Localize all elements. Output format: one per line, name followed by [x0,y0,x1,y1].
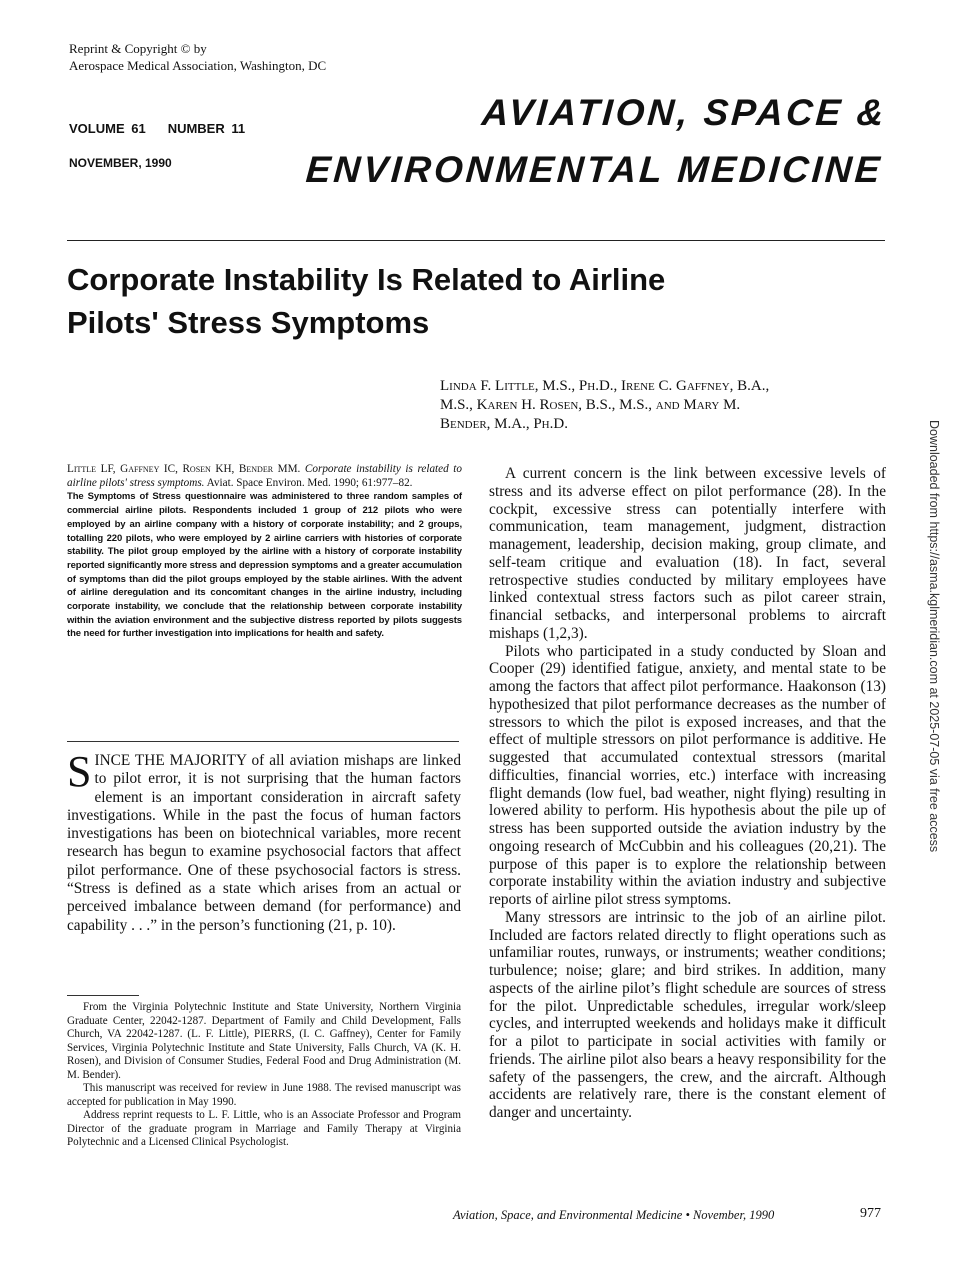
abstract [67,463,462,641]
paragraph-3: Many stressors are intrinsic to the job of an airline pilot. Included are factors related directly to flight operations such as unfamiliar routes, runways, or instruments; weather conditions; turbulence; noise; glare; and bird strikes. In addition, many aspects of the airline pilot’s flight schedule are sources of stress for the pilot. Unpredictable schedules, irregular work/sleep cycles, and interrupted weekends and holidays make it difficult for a pilot to participate in social activities with family or friends. The airline pilot also bears a heavy responsibility for the safety of the passengers, the crew, and the aircraft. Although accidents are relatively rare, there is the constant element of danger and uncertainty. [489,908,886,1121]
volume-label: VOLUME 61 [69,121,146,136]
intro-lead: INCE THE MAJORITY [94,752,247,769]
footnotes [67,1001,461,1150]
header-rule [67,240,885,241]
reprint-line-2: Aerospace Medical Association, Washington, DC [69,58,327,73]
abstract-body: The Symptoms of Stress questionnaire was administered to three random samples of commercial airline pilots. Respondents included 1 group of 212 pilots who were employed by an airline company with a history of corporate instability; and 2 groups, totalling 220 pilots, who were employed by 2 airline carriers with histories of corporate stability. The pilot group employed by the airline with a history of corporate instability reported significantly more stress and depression symptoms and a greater accumulation of symptoms than did the pilot groups employed by the stable airlines. With the advent of airline deregulation and its concomitant changes in the airline industry, including corporate instability, we conclude that the relationship between corporate instability within the aviation environment and the subjective distress reported by pilots suggests the need for further investigation into implications for health and safety. [67,491,462,640]
title-line-1: Corporate Instability Is Related to Airline [67,262,666,297]
reprint-notice [69,40,326,74]
citation-title: Corporate instability is related to airline pilots' stress symptoms. [67,463,463,489]
journal-masthead [304,84,888,198]
page-number: 977 [860,1206,881,1221]
issue-date: NOVEMBER, 1990 [69,156,172,170]
paragraph-2: Pilots who participated in a study conducted by Sloan and Cooper (29) identified fatigue, anxiety, and mental state to be among the factors that affect pilot performance. Haakonson (13) hypothesized that pilot performance decreases as the number of stressors to which the pilot is exposed increases, and that the effect of multiple stressors on pilot performance is additive. He suggested that accumulated contextual stressors (marital difficulties, financial worries, etc.) interface with increasing flight demands (low fuel, bad weather, night flying) resulting in lowered ability to perform. His hypothesis about the pile up of stress has been supported outside the aviation industry by the ongoing research of McCubbin and his colleagues (20,21). The purpose of this paper is to explore the relationship between corporate instability within the aviation industry and subjective reports of airline pilot stress symptoms. [489,642,886,908]
reprint-line-1: Reprint & Copyright © by [69,41,207,56]
journal-line-2: ENVIRONMENTAL MEDICINE [304,149,884,190]
citation-authors: Little LF, Gaffney IC, Rosen KH, Bender MM. [67,463,301,475]
drop-cap: S [67,747,92,796]
intro-paragraph [67,747,461,935]
footnote-affiliation: From the Virginia Polytechnic Institute and State University, Northern Virginia Graduate Center, 22042-1287. Department of Family and Child Development, Falls Church, VA 22042-1287. (L. F. Little), PIERRS, (I. C. Gaffney), Center for Family Services, Virginia Polytechnic Institute and State University, Falls Church, VA (K. H. Rosen), and Division of Consumer Studies, Federal Food and Drug Administration (M. M. Bender). [67,1001,461,1081]
footnote-received: This manuscript was received for review in June 1988. The revised manuscript was accepted for publication in May 1990. [67,1082,461,1108]
number-label: NUMBER 11 [167,121,246,136]
paragraph-1: A current concern is the link between excessive levels of stress and its adverse effect on pilot performance (28). In the cockpit, excessive stress can potentially interfere with communication, team management, judgment, distraction management, leadership, decision making, group climate, and self-team critique and evaluation (18). In fact, several retrospective studies conducted by military employees have linked contextual stress factors such as pilot career strain, financial setbacks, and interpersonal problems to aircraft mishaps (1,2,3). [489,465,886,642]
citation-source: Aviat. Space Environ. Med. 1990; 61:977–82. [206,476,413,489]
intro-text: of all aviation mishaps are linked to pilot error, it is not surprising that the human factors element is an important consideration in aircraft safety investigations. While in the past the focus of human factors investigations has been on biotechnical variables, more recent research has begun to examine psychosocial factors that affect pilot performance. One of these psychosocial factors is stress. “Stress is defined as a state which arises from an actual or perceived imbalance between demand (for performance) and capability . . .” in the person’s functioning (21, p. 10). [67,752,461,934]
author-list [440,377,890,434]
article-title [67,258,887,344]
download-watermark: Downloaded from https://asma.kglmeridian.com at 2025-07-05 via free access [927,420,941,853]
footer-journal: Aviation, Space, and Environmental Medicine • November, 1990 [453,1208,775,1222]
right-column [489,465,886,1122]
title-line-2: Pilots' Stress Symptoms [67,305,430,340]
footnote-reprints: Address reprint requests to L. F. Little, who is an Associate Professor and Program Director of the graduate program in Marriage and Family Therapy at Virginia Polytechnic and a Licensed Clinical Psychologist. [67,1109,461,1148]
volume-number [69,121,245,136]
authors-line-3: Bender, M.A., Ph.D. [440,416,568,432]
authors-line-2: M.S., Karen H. Rosen, B.S., M.S., and Mary M. [440,397,741,413]
journal-line-1: AVIATION, SPACE & [479,92,888,133]
abstract-separator [67,741,459,742]
authors-line-1: Linda F. Little, M.S., Ph.D., Irene C. Gaffney, B.A., [440,378,770,394]
footnote-rule [67,995,139,996]
